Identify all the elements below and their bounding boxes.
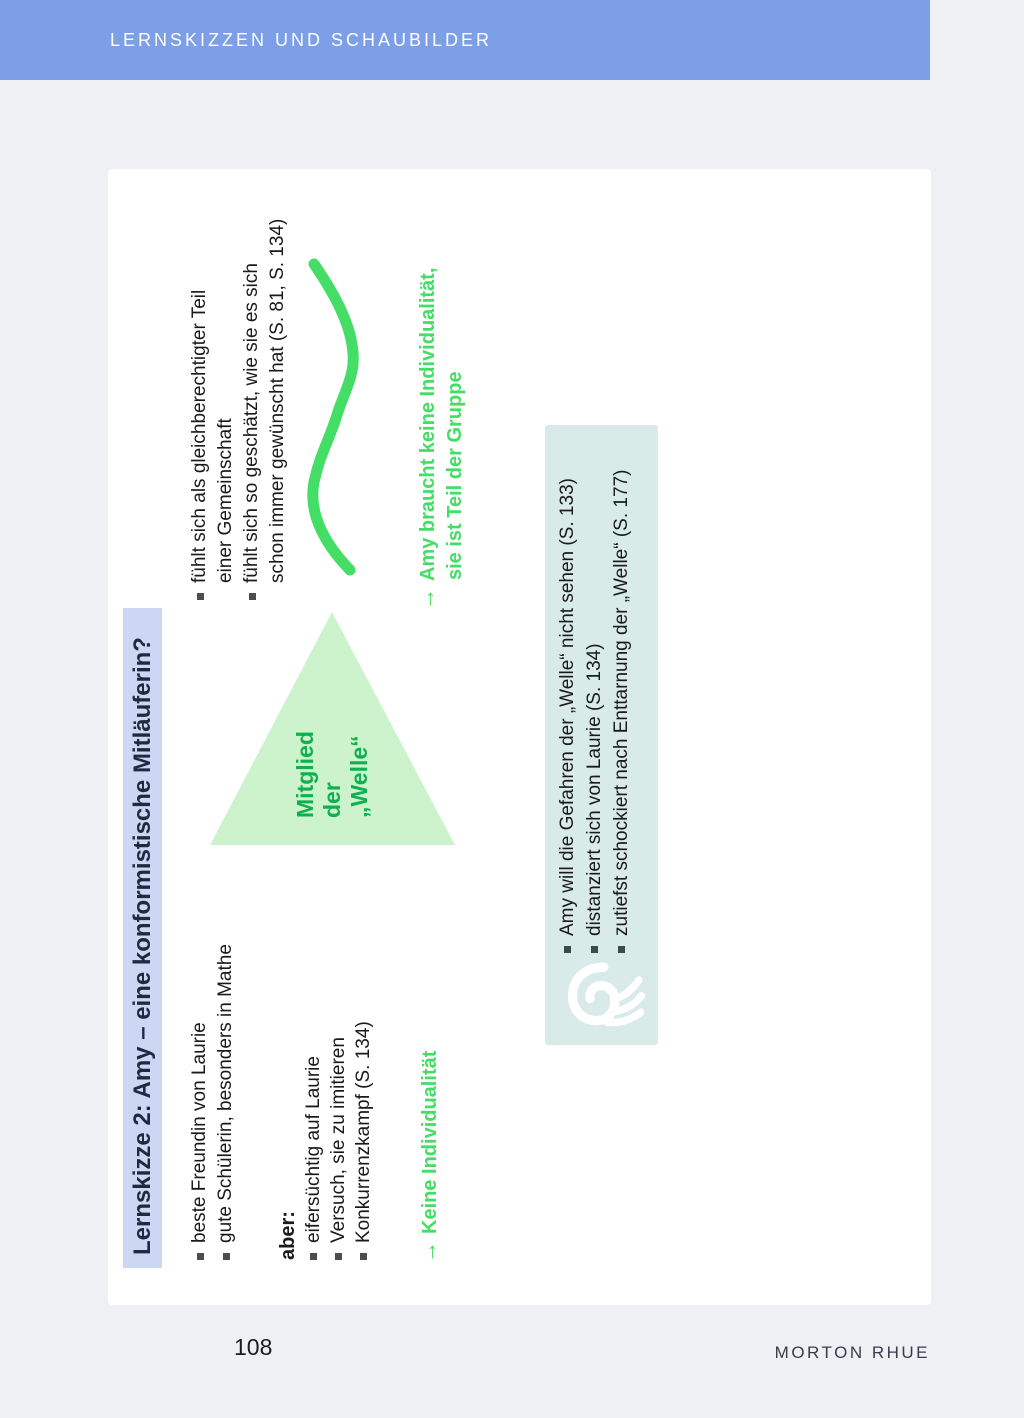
list-item-label: eifersüchtig auf Laurie <box>302 1056 324 1243</box>
conclusion-line <box>413 268 442 610</box>
bullet-square-icon <box>197 1253 204 1260</box>
bullet-square-icon <box>249 593 256 600</box>
list-item-label: beste Freundin von Laurie <box>189 1022 210 1243</box>
sketch-title-bar <box>123 608 162 1268</box>
list-item-label: schon immer gewünscht hat (S. 81, S. 134) <box>267 218 288 583</box>
triangle-label <box>292 731 373 818</box>
list-item-label: Versuch, sie zu imitieren <box>327 1037 349 1243</box>
page-number: 108 <box>234 1334 273 1360</box>
list-item <box>326 944 351 1260</box>
list-item-label: fühlt sich so geschätzt, wie sie es sich <box>241 263 262 583</box>
member-feelings-list <box>187 219 291 600</box>
list-item <box>187 944 213 1260</box>
wave-curve <box>301 245 367 590</box>
list-item-continuation <box>213 219 239 600</box>
bullet-square-icon <box>310 1253 317 1260</box>
list-item <box>239 219 265 600</box>
bullet-square-icon <box>223 1253 230 1260</box>
bullet-square-icon <box>197 593 204 600</box>
wave-logo-icon <box>556 946 648 1040</box>
triangle-label-line: Mitglied <box>292 731 318 818</box>
worksheet-card <box>108 169 931 1305</box>
bullet-square-icon <box>335 1253 342 1260</box>
list-item-label: distanziert sich von Laurie (S. 134) <box>583 643 605 936</box>
list-item-label: Konkurrenzkampf (S. 134) <box>352 1021 374 1243</box>
list-item <box>608 470 635 953</box>
conclusion-no-individuality <box>415 1051 444 1263</box>
triangle-label-line: „Welle“ <box>346 735 372 818</box>
list-item <box>554 470 581 953</box>
bullet-square-icon <box>618 946 625 953</box>
conclusion-text: Keine Individualität <box>419 1050 441 1234</box>
triangle-label-line: der <box>319 782 345 818</box>
traits-list <box>187 944 376 1260</box>
sketch-title: Lernskizze 2: Amy – eine konformistische Mitläuferin? <box>129 637 156 1255</box>
list-item-label: zutiefst schockiert nach Enttarnung der „Welle“ (S. 177) <box>610 469 632 936</box>
author-name: MORTON RHUE <box>774 1343 930 1362</box>
aftermath-box <box>545 425 658 1045</box>
list-item-continuation <box>265 219 291 600</box>
conclusion-text: Amy braucht keine Individualität, <box>417 267 439 581</box>
list-item <box>187 219 213 600</box>
bullet-square-icon <box>591 946 598 953</box>
conclusion-line: sie ist Teil der Gruppe <box>444 371 466 580</box>
list-item-label: Amy will die Gefahren der „Welle“ nicht sehen (S. 133) <box>556 478 578 936</box>
list-item <box>301 944 326 1260</box>
arrow-right-icon: → <box>416 1241 441 1263</box>
bullet-square-icon <box>564 946 571 953</box>
arrow-right-icon: → <box>414 588 439 610</box>
rotated-diagram <box>108 169 931 1305</box>
list-item-label: fühlt sich als gleichberechtigter Teil <box>189 289 210 583</box>
aftermath-list <box>554 470 635 953</box>
list-item <box>213 944 239 1260</box>
but-label: aber: <box>277 1211 299 1260</box>
chapter-title: LERNSKIZZEN UND SCHAUBILDER <box>110 30 493 50</box>
conclusion-group-membership <box>413 268 469 610</box>
list-item-label: gute Schülerin, besonders in Mathe <box>215 944 236 1243</box>
chapter-header-banner <box>0 0 930 80</box>
list-item <box>581 470 608 953</box>
list-item-label: einer Gemeinschaft <box>215 418 236 583</box>
bullet-square-icon <box>360 1253 367 1260</box>
list-item <box>351 944 376 1260</box>
